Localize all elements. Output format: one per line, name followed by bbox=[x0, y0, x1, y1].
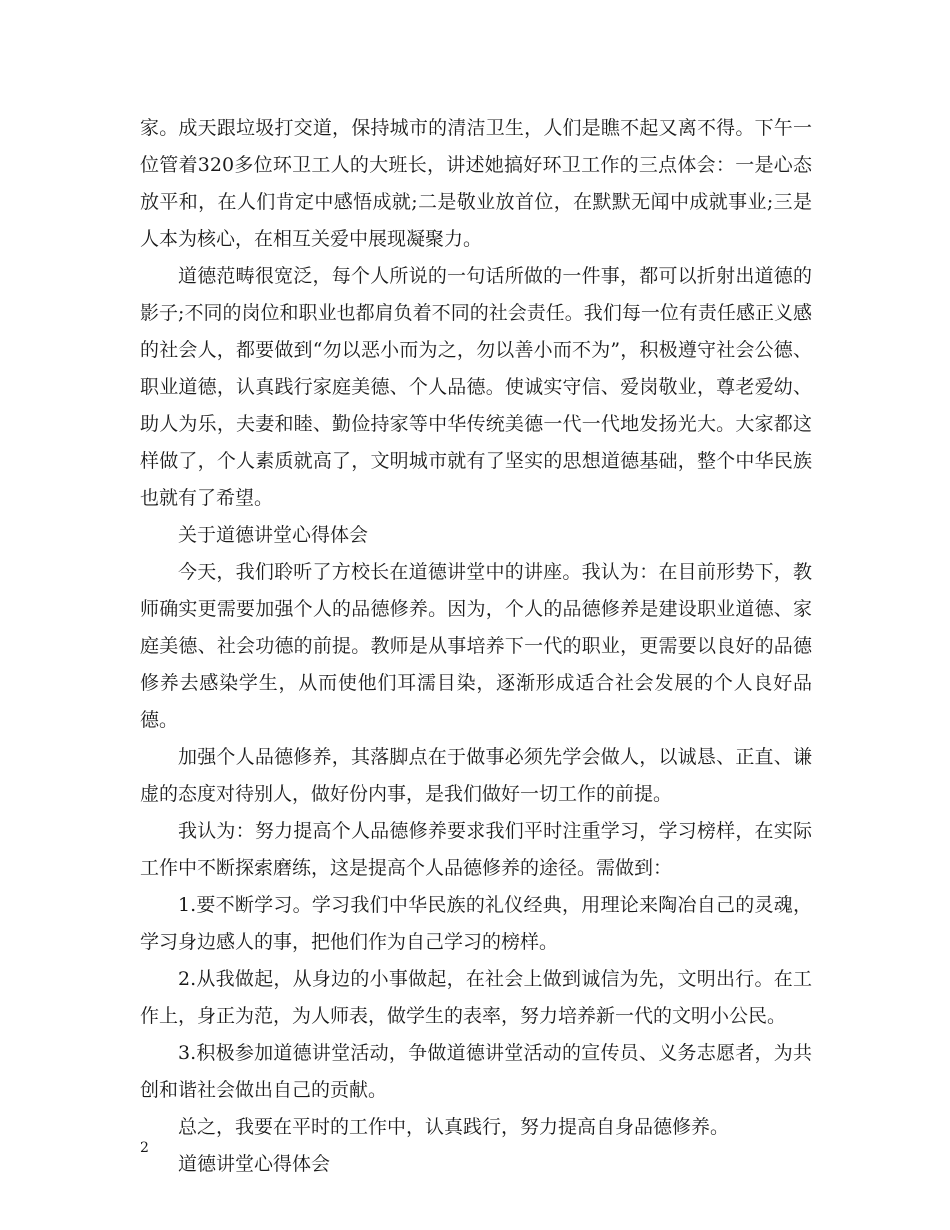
paragraph-3: 今天，我们聆听了方校长在道德讲堂中的讲座。我认为：在目前形势下，教师确实更需要加强个人的品德修养。因为，个人的品德修养是建设职业道德、家庭美德、社会功德的前提。教师是从事培养下一代的职业，更需要以良好的品德修养去感染学生，从而使他们耳濡目染，逐渐形成适合社会发展的个人良好品德。 bbox=[140, 561, 812, 731]
section-heading-1: 关于道德讲堂心得体会 bbox=[178, 524, 369, 546]
paragraph-4: 加强个人品德修养，其落脚点在于做事必须先学会做人，以诚恳、正直、谦虚的态度对待别人，做好份内事，是我们做好一切工作的前提。 bbox=[140, 746, 812, 805]
page-number: 2 bbox=[140, 1140, 149, 1156]
paragraph-2: 道德范畴很宽泛，每个人所说的一句话所做的一件事，都可以折射出道德的影子;不同的岗位和职业也都肩负着不同的社会责任。我们每一位有责任感正义感的社会人，都要做到“勿以恶小而为之，勿以善小而不为”，积极遵守社会公德、职业道德，认真践行家庭美德、个人品德。使诚实守信、爱岗敬业，尊老爱幼、助人为乐，夫妻和睦、勤俭持家等中华传统美德一代一代地发扬光大。大家都这样做了，个人素质就高了，文明城市就有了坚实的思想道德基础，整个中华民族也就有了希望。 bbox=[140, 265, 812, 509]
list-item-1: 1.要不断学习。学习我们中华民族的礼仪经典，用理论来陶冶自己的灵魂，学习身边感人的事，把他们作为自己学习的榜样。 bbox=[140, 894, 812, 953]
document-body bbox=[140, 110, 812, 1183]
paragraph-5: 我认为：努力提高个人品德修养要求我们平时注重学习，学习榜样，在实际工作中不断探索磨练，这是提高个人品德修养的途径。需做到： bbox=[140, 820, 812, 879]
list-item-2: 2.从我做起，从身边的小事做起，在社会上做到诚信为先，文明出行。在工作上，身正为范，为人师表，做学生的表率，努力培养新一代的文明小公民。 bbox=[140, 968, 812, 1027]
paragraph-6: 总之，我要在平时的工作中，认真践行，努力提高自身品德修养。 bbox=[178, 1116, 730, 1138]
paragraph-1: 家。成天跟垃圾打交道，保持城市的清洁卫生，人们是瞧不起又离不得。下午一位管着320多位环卫工人的大班长，讲述她搞好环卫工作的三点体会：一是心态放平和，在人们肯定中感悟成就;二是敬业放首位，在默默无闻中成就事业;三是人本为核心，在相互关爱中展现凝聚力。 bbox=[140, 117, 812, 250]
list-item-3: 3.积极参加道德讲堂活动，争做道德讲堂活动的宣传员、义务志愿者，为共创和谐社会做出自己的贡献。 bbox=[140, 1042, 812, 1101]
section-heading-2: 道德讲堂心得体会 bbox=[178, 1153, 331, 1175]
